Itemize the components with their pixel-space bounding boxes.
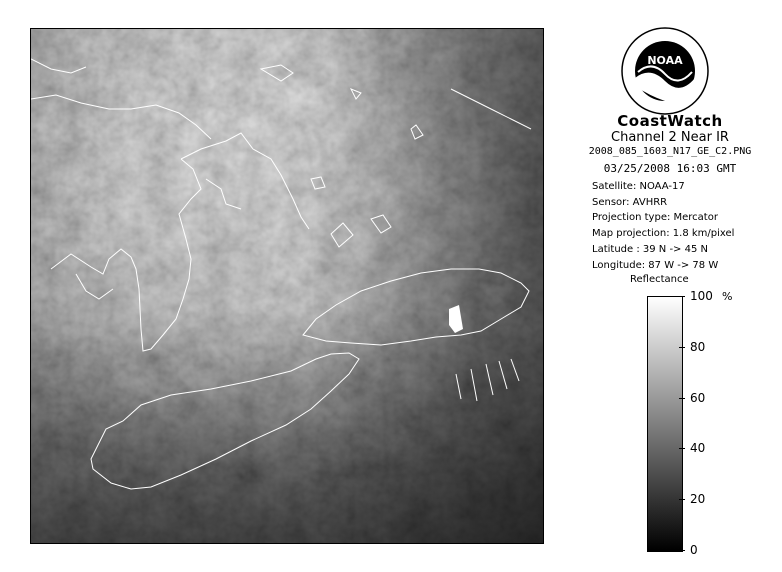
map-projection-label: Map projection: 1.8 km/pixel (592, 228, 735, 239)
product-name: Channel 2 Near IR (611, 130, 729, 145)
satellite-map (31, 29, 543, 543)
colorbar-tick-mark (679, 398, 685, 399)
colorbar-tick-label: 60 (690, 390, 706, 405)
latitude-range: Latitude : 39 N -> 45 N (592, 244, 708, 255)
noaa-seal-icon (620, 26, 710, 116)
logo-center-text: NOAA (647, 54, 683, 67)
colorbar-tick-mark (679, 296, 685, 297)
sensor-label: Sensor: AVHRR (592, 197, 668, 208)
colorbar-tick-label: 100 (690, 289, 713, 303)
reflectance-colorbar (647, 296, 683, 552)
satellite-label: Satellite: NOAA-17 (592, 181, 685, 192)
colorbar-tick-label: 20 (690, 492, 706, 507)
acquisition-datetime: 03/25/2008 16:03 GMT (603, 162, 737, 175)
legend-title: Reflectance (630, 274, 689, 285)
brand-title: CoastWatch (617, 112, 723, 130)
legend-unit: % (722, 290, 733, 303)
file-name: 2008_085_1603_N17_GE_C2.PNG (588, 146, 752, 157)
satellite-image-panel (30, 28, 544, 544)
colorbar-tick-mark (679, 550, 685, 551)
colorbar-tick-mark (679, 347, 685, 348)
colorbar-tick-label: 40 (690, 441, 706, 456)
colorbar-tick-label: 0 (690, 543, 698, 557)
colorbar-tick-mark (679, 499, 685, 500)
noaa-logo (620, 26, 710, 116)
colorbar-tick-mark (679, 448, 685, 449)
colorbar-tick-label: 80 (690, 339, 706, 354)
longitude-range: Longitude: 87 W -> 78 W (592, 260, 719, 271)
projection-type-label: Projection type: Mercator (592, 212, 718, 223)
